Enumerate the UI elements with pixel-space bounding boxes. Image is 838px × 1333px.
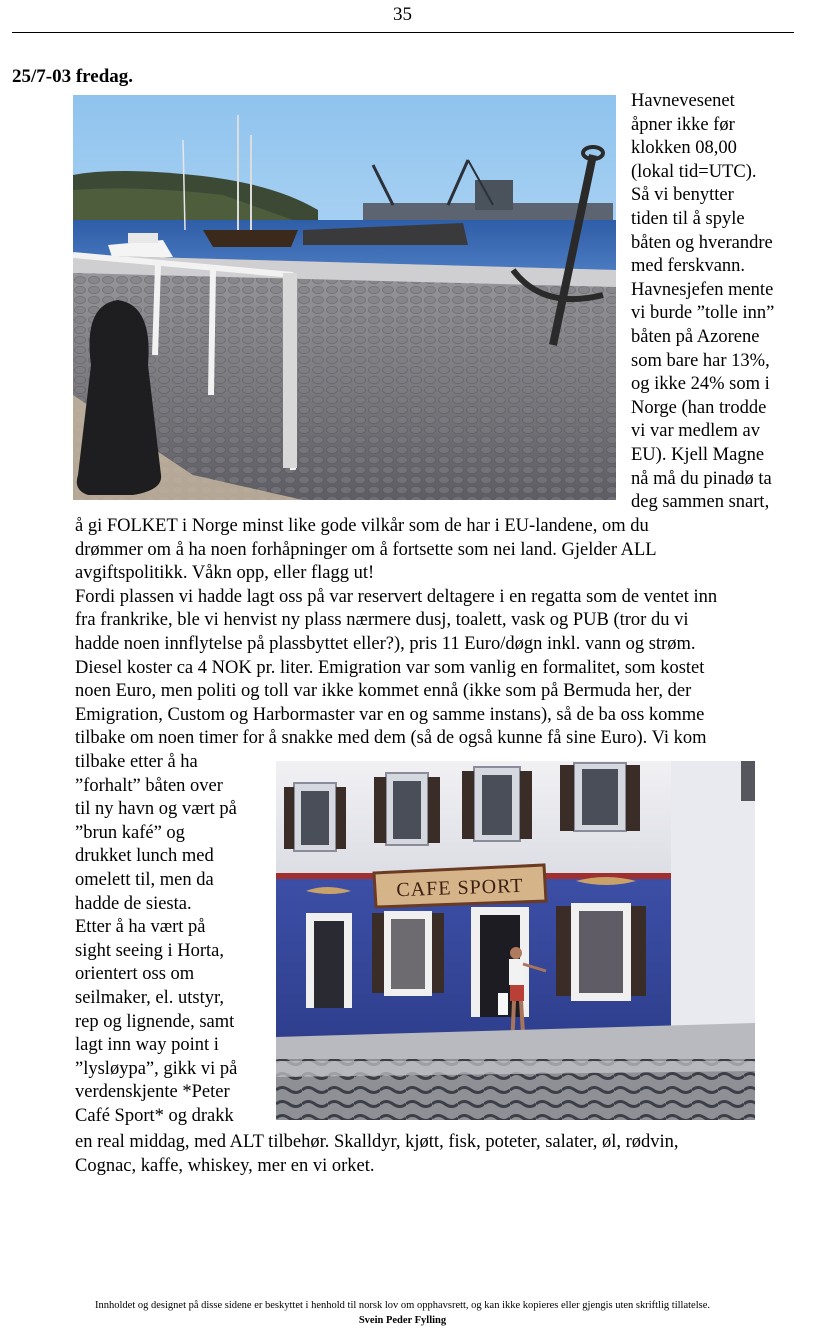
text-line: båten og hverandre <box>631 232 773 253</box>
text-line: ”brun kafé” og <box>75 822 185 843</box>
header-rule <box>12 32 794 33</box>
page-number: 35 <box>393 4 412 25</box>
text-line: nå må du pinadø ta <box>631 468 772 489</box>
text-line: klokken 08,00 <box>631 138 737 159</box>
date-heading: 25/7-03 fredag. <box>12 66 134 87</box>
text-line: Så vi benytter <box>631 185 734 206</box>
text-line: deg sammen snart, <box>631 492 770 513</box>
text-line: verdenskjente *Peter <box>75 1082 230 1103</box>
text-line: hadde noen innflytelse på plassbyttet eller?), pris 11 Euro/døgn inkl. vann og strøm. <box>75 633 696 654</box>
full-width-text <box>75 515 717 751</box>
left-column-text <box>75 751 237 1129</box>
text-line: som bare har 13%, <box>631 350 770 371</box>
text-line: drukket lunch med <box>75 846 214 867</box>
text-line: avgiftspolitikk. Våkn opp, eller flagg ut! <box>75 563 375 584</box>
final-text <box>75 1131 679 1178</box>
text-line: omelett til, men da <box>75 869 214 890</box>
author-name: Svein Peder Fylling <box>358 1315 447 1326</box>
text-line: Café Sport* og drakk <box>75 1105 234 1126</box>
cafe-sign-text: CAFE SPORT <box>396 874 524 902</box>
text-line: lagt inn way point i <box>75 1035 219 1056</box>
text-line: Cognac, kaffe, whiskey, mer en vi orket. <box>75 1155 375 1176</box>
text-line: tiden til å spyle <box>631 208 745 229</box>
text-line: Norge (han trodde <box>631 397 767 418</box>
text-line: Havnesjefen mente <box>631 279 774 300</box>
text-line: å gi FOLKET i Norge minst like gode vilkår som de har i EU-landene, om du <box>75 516 649 536</box>
text-line: Diesel koster ca 4 NOK pr. liter. Emigration var som vanlig en formalitet, som kostet <box>75 657 705 678</box>
text-line: fra frankrike, ble vi henvist ny plass nærmere dusj, toalett, vask og PUB (tror du vi <box>75 610 689 631</box>
text-line: hadde de siesta. <box>75 893 192 914</box>
text-line: til ny havn og vært på <box>75 799 237 820</box>
text-line: noen Euro, men politi og toll var ikke kommet ennå (ikke som på Bermuda her, der <box>75 681 692 702</box>
text-line: åpner ikke før <box>631 114 735 135</box>
text-line: sight seeing i Horta, <box>75 940 225 961</box>
cafe-sport-photo <box>276 761 755 1120</box>
text-line: seilmaker, el. utstyr, <box>75 987 225 1008</box>
text-line: Fordi plassen vi hadde lagt oss på var reservert deltagere i en regatta som de ventet inn <box>75 586 718 607</box>
text-line: ”lysløypa”, gikk vi på <box>75 1058 238 1079</box>
text-line: ”forhalt” båten over <box>75 775 223 796</box>
text-line: EU). Kjell Magne <box>631 444 765 465</box>
text-line: tilbake om noen timer for å snakke med dem (så de også kunne få sine Euro). Vi kom <box>75 728 707 749</box>
text-line: vi burde ”tolle inn” <box>631 303 775 324</box>
text-line: og ikke 24% som i <box>631 374 770 395</box>
text-line: drømmer om å ha noen forhåpninger om å fortsette som nei land. Gjelder ALL <box>75 539 657 560</box>
harbor-photo <box>73 95 616 500</box>
text-line: Emigration, Custom og Harbormaster var en og samme instans), så de ba oss komme <box>75 704 705 725</box>
text-line: vi var medlem av <box>631 421 760 442</box>
text-line: båten på Azorene <box>631 326 760 347</box>
text-line: (lokal tid=UTC). <box>631 161 757 182</box>
text-line: tilbake etter å ha <box>75 752 198 772</box>
text-line: Havnevesenet <box>631 91 735 111</box>
text-line: orientert oss om <box>75 964 195 985</box>
text-line: en real middag, med ALT tilbehør. Skalldyr, kjøtt, fisk, poteter, salater, øl, rødvin, <box>75 1132 679 1152</box>
copyright-notice: Innholdet og designet på disse sidene er beskyttet i henhold til norsk lov om opphavsrett, og kan ikke kopieres eller gjengis uten skriftlig tillatelse. <box>95 1300 710 1311</box>
text-line: med ferskvann. <box>631 256 746 277</box>
text-line: Etter å ha vært på <box>75 917 206 938</box>
text-line: rep og lignende, samt <box>75 1011 235 1032</box>
right-column-text <box>631 90 774 515</box>
